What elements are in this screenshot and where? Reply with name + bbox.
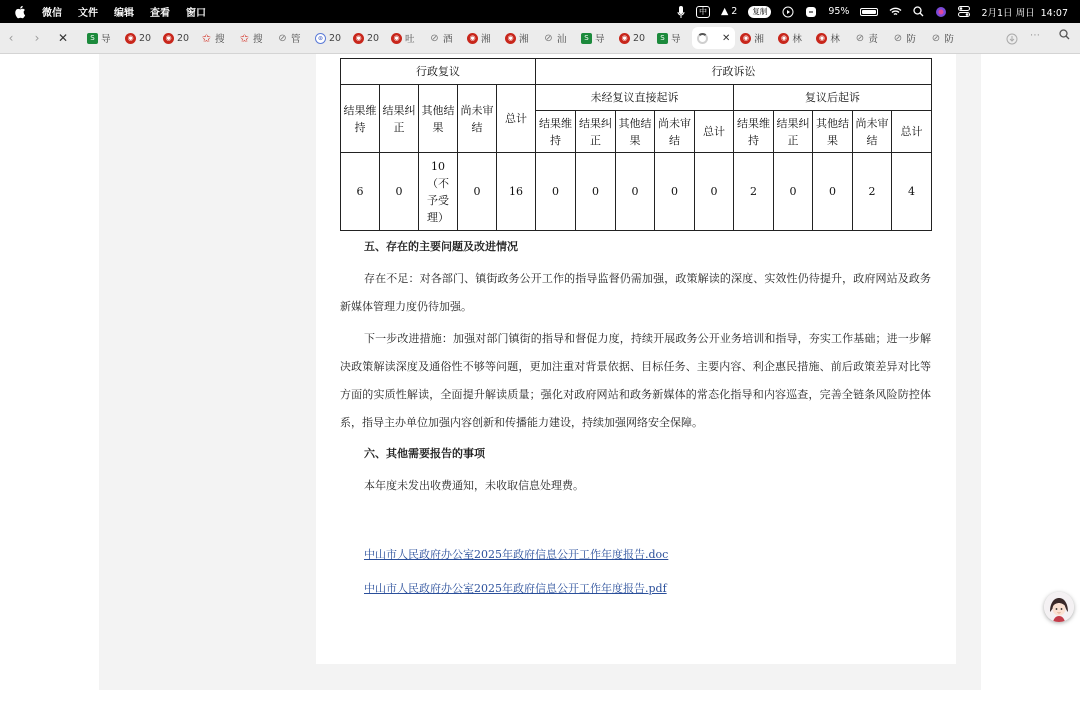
cell-value: 2 [853,153,892,231]
section-6-paragraph-1: 本年度未发出收费通知，未收取信息处理费。 [364,479,584,492]
col-correct: 结果纠正 [576,111,616,153]
col-other: 其他结果 [813,111,853,153]
menu-file[interactable]: 文件 [78,8,98,19]
cell-value: 6 [341,153,380,231]
col-other: 其他结果 [616,111,655,153]
browser-tab[interactable] [122,27,158,49]
tab-label: 责 [868,34,878,45]
cell-value: 0 [616,153,655,231]
girl-avatar-icon [1044,592,1074,622]
cell-value: 0 [576,153,616,231]
datetime[interactable]: 2月1日 周日 14:07 [981,7,1068,19]
cell-value: 10（不予受理） [419,153,458,231]
emblem-favicon-icon: ◉ [740,33,751,44]
browser-tab[interactable] [84,27,120,49]
emblem-favicon-icon: ◉ [353,33,364,44]
cell-value: 0 [458,153,497,231]
cell-value: 4 [892,153,932,231]
col-total: 总计 [695,111,734,153]
tab-label: 20 [177,32,190,44]
tab-label: 吐 [405,34,415,45]
col-maintain: 结果维持 [341,85,380,153]
col-pending: 尚未审结 [655,111,695,153]
siri-icon[interactable] [935,5,947,19]
cell-value: 0 [380,153,419,231]
col-pending: 尚未审结 [853,111,892,153]
browser-tab[interactable] [616,27,652,49]
sheet-favicon-icon: S [657,33,668,44]
emblem-favicon-icon: ◉ [467,33,478,44]
emblem-favicon-icon: ◉ [619,33,630,44]
col-total: 总计 [892,111,932,153]
col-maintain: 结果维持 [536,111,576,153]
browser-tab[interactable] [464,27,500,49]
link-favicon-icon: ⊘ [893,32,903,44]
browser-tab[interactable] [198,27,234,49]
menu-status-area [677,0,1068,23]
menu-window[interactable]: 窗口 [186,8,206,19]
copy-pill[interactable]: 复制 [748,6,771,18]
stop-loading-icon[interactable]: ✕ [57,31,69,45]
spotlight-search-icon[interactable] [913,5,924,19]
macos-menu-bar [0,0,1080,23]
notification-indicator[interactable] [721,5,737,19]
section-5-title: 五、存在的主要问题及改进情况 [364,240,518,253]
browser-tab[interactable] [851,27,887,49]
cell-value: 0 [774,153,813,231]
header-after-review: 复议后起诉 [734,85,932,111]
browser-tab[interactable] [160,27,196,49]
link-favicon-icon: ⊘ [544,32,553,44]
more-menu-icon[interactable]: ⋯ [1030,30,1040,41]
emblem-favicon-icon: ◉ [163,33,174,44]
browser-tab[interactable] [775,27,811,49]
emblem-favicon-icon: ◉ [391,33,402,44]
tabbar-right-icons [1006,30,1040,49]
tab-search-icon[interactable] [1059,29,1070,43]
browser-tab[interactable] [540,27,576,49]
menu-app-name[interactable]: 微信 [42,8,62,19]
browser-tab[interactable] [889,27,925,49]
tab-label: 汕 [557,34,567,45]
col-maintain: 结果维持 [734,111,774,153]
tab-label: 搜 [253,34,263,45]
sheet-favicon-icon: S [581,33,592,44]
section-5-paragraph-2: 下一步改进措施：加强对部门镇街的指导和督促力度，持续开展政务公开业务培训和指导，夯实工作基础；进一步解决政策解读深度及通俗性不够等问题，更加注重对背景依据、目标任务、主要内容、利企惠民措施、前后政策差异对比等方面的实质性解读，全面提升解读质量；强化对政府网站和政务新媒体的常态化指导和内容巡查，完善全链条风险防控体系，指导主办单位加强内容创新和传播能力建设，持续加强网络安全保障。 [340,332,931,429]
attachment-doc-link[interactable]: 中山市人民政府办公室2025年政府信息公开工作年度报告.doc [364,548,669,561]
emblem-favicon-icon: ◉ [778,33,789,44]
cell-value: 0 [655,153,695,231]
col-pending: 尚未审结 [458,85,497,153]
browser-tab[interactable] [737,27,773,49]
cell-value: 2 [734,153,774,231]
menu-edit[interactable]: 编辑 [114,8,134,19]
browser-tab[interactable] [426,27,462,49]
tab-label: 湘 [519,34,529,45]
tab-label: 林 [830,34,840,45]
tab-label: 搜 [215,34,225,45]
browser-tab-bar [0,23,1080,54]
microphone-icon[interactable] [677,5,685,19]
menu-view[interactable]: 查看 [150,8,170,19]
tabbar-tools [1059,29,1070,43]
browser-tab[interactable] [312,27,348,49]
star-favicon-icon: ✩ [201,31,212,45]
browser-tab[interactable] [236,27,272,49]
link-favicon-icon: ⊘ [855,32,865,44]
assistant-avatar[interactable] [1044,592,1074,622]
header-direct-litigation: 未经复议直接起诉 [536,85,734,111]
header-admin-litigation: 行政诉讼 [536,59,932,85]
tab-label: 20 [633,32,646,44]
link-favicon-icon: ⊘ [430,32,439,44]
tab-strip [84,27,963,49]
browser-tab[interactable] [274,27,310,49]
play-circle-icon[interactable] [782,5,794,19]
control-center-icon[interactable] [958,5,970,19]
section-5-paragraph-1: 存在不足：对各部门、镇街政务公开工作的指导监督仍需加强，政策解读的深度、实效性仍待提升，政府网站及政务新媒体管理力度仍待加强。 [340,272,931,313]
col-total: 总计 [497,85,536,153]
globe-favicon-icon: ⊛ [315,33,326,44]
loading-spinner-icon [697,33,708,44]
tab-label: 导 [595,34,605,45]
tab-label: 导 [671,34,681,45]
cell-value: 0 [536,153,576,231]
link-favicon-icon: ⊘ [278,32,287,44]
apple-logo-icon[interactable] [14,5,26,19]
tab-label: 林 [792,34,802,45]
col-correct: 结果纠正 [774,111,813,153]
link-favicon-icon: ⊘ [931,32,941,44]
section-6-title: 六、其他需要报告的事项 [364,447,485,460]
browser-tab[interactable] [502,27,538,49]
tab-label: 管 [291,34,301,45]
tab-label: 湘 [481,34,491,45]
browser-tab[interactable] [654,27,690,49]
header-admin-review: 行政复议 [341,59,536,85]
tab-label: 防 [944,34,954,45]
col-other: 其他结果 [419,85,458,153]
emblem-favicon-icon: ◉ [125,33,136,44]
tab-label: 20 [139,32,152,44]
tab-label: 酒 [443,34,453,45]
tab-label: 防 [906,34,916,45]
back-icon[interactable]: ‹ [8,31,14,45]
cell-value: 0 [813,153,853,231]
close-tab-icon[interactable]: ✕ [722,32,731,44]
tab-label: 20 [367,32,380,44]
screen-record-icon[interactable] [805,5,817,19]
attachment-pdf-link[interactable]: 中山市人民政府办公室2025年政府信息公开工作年度报告.pdf [364,582,667,595]
sheet-favicon-icon: S [87,33,98,44]
browser-tab[interactable] [388,27,424,49]
emblem-favicon-icon: ◉ [505,33,516,44]
shirt-icon: ▲ [720,6,729,17]
emblem-favicon-icon: ◉ [816,33,827,44]
battery-percent: 95% [828,6,850,17]
tab-label: 导 [101,34,111,45]
browser-tab[interactable] [350,27,386,49]
browser-tab[interactable] [692,27,735,49]
battery-icon[interactable] [860,8,878,16]
tab-label: 20 [329,32,342,44]
wifi-icon[interactable] [889,5,902,19]
browser-tab[interactable] [578,27,614,49]
browser-tab[interactable] [927,27,963,49]
tab-label: 湘 [754,34,764,45]
download-icon[interactable] [1006,30,1018,49]
input-method-icon[interactable]: 中 [696,6,710,18]
browser-tab[interactable] [813,27,849,49]
notification-count: 2 [731,6,738,17]
admin-review-litigation-table [340,58,932,231]
cell-value: 0 [695,153,734,231]
forward-icon[interactable]: › [34,31,40,45]
cell-value: 16 [497,153,536,231]
star-favicon-icon: ✩ [239,31,250,45]
col-correct: 结果纠正 [380,85,419,153]
